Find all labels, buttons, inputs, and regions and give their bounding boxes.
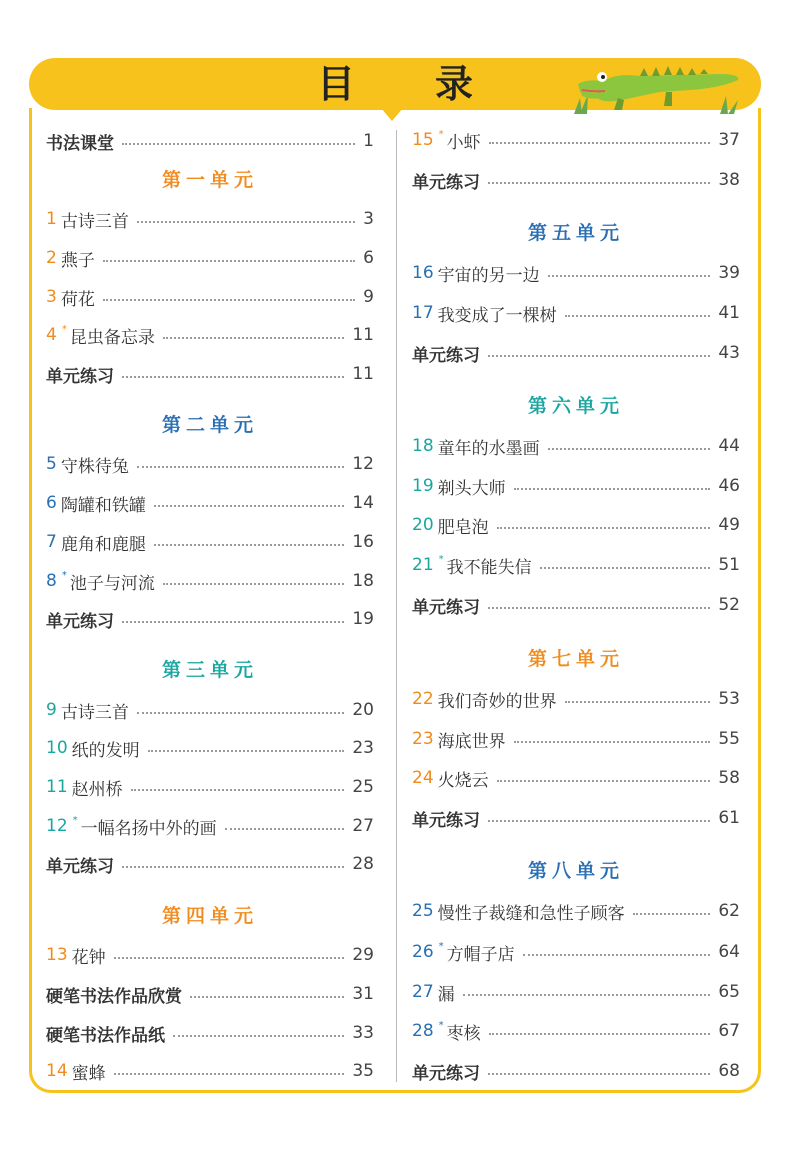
dot-leader	[131, 789, 345, 791]
entry-title: 荷花	[60, 289, 95, 310]
dot-leader	[497, 527, 711, 529]
toc-entry[interactable]	[412, 592, 740, 618]
toc-entry[interactable]	[412, 433, 740, 459]
toc-entry[interactable]	[46, 813, 374, 839]
lesson-number: 10	[46, 738, 68, 758]
dot-leader	[163, 583, 345, 585]
lesson-number: 24	[412, 768, 434, 788]
dot-leader	[565, 315, 711, 317]
entry-title: 单元练习	[412, 810, 480, 831]
entry-title: 纸的发明	[71, 740, 140, 761]
dot-leader	[190, 996, 344, 998]
lesson-number: 8	[46, 571, 57, 591]
dot-leader	[137, 712, 345, 714]
entry-title: 方帽子店	[446, 944, 515, 965]
entry-title: 单元练习	[412, 1063, 480, 1084]
toc-entry[interactable]	[46, 851, 374, 877]
page-number: 51	[718, 555, 740, 575]
page-number: 53	[718, 689, 740, 709]
entry-title: 蜜蜂	[71, 1063, 106, 1084]
dot-leader	[488, 820, 710, 822]
page-number: 62	[718, 901, 740, 921]
dot-leader	[122, 376, 344, 378]
lesson-number: 7	[46, 532, 57, 552]
entry-title: 慢性子裁缝和急性子顾客	[437, 903, 625, 924]
dot-leader	[163, 337, 345, 339]
lesson-number: 12	[46, 816, 68, 836]
dot-leader	[488, 1073, 710, 1075]
optional-lesson-star-icon: *	[438, 940, 444, 952]
page-number: 61	[718, 808, 740, 828]
lesson-number: 27	[412, 982, 434, 1002]
page-title: 目录	[316, 62, 553, 106]
page-number: 67	[718, 1021, 740, 1041]
entry-title: 昆虫备忘录	[69, 327, 155, 348]
dot-leader	[488, 182, 710, 184]
toc-entry[interactable]	[412, 127, 740, 153]
toc-entry[interactable]	[46, 942, 374, 968]
entry-title: 古诗三首	[60, 702, 129, 723]
toc-entry[interactable]	[412, 300, 740, 326]
dot-leader	[122, 621, 344, 623]
page-number: 43	[718, 343, 740, 363]
entry-title: 宇宙的另一边	[437, 265, 540, 286]
entry-title: 硬笔书法作品欣赏	[46, 986, 182, 1007]
entry-title: 枣核	[446, 1023, 481, 1044]
page-number: 31	[352, 984, 374, 1004]
page-number: 27	[352, 816, 374, 836]
dot-leader	[514, 741, 711, 743]
entry-title: 剃头大师	[437, 478, 506, 499]
dot-leader	[565, 701, 711, 703]
toc-entry[interactable]	[46, 245, 374, 271]
dot-leader	[154, 544, 345, 546]
page-number: 33	[352, 1023, 374, 1043]
dot-leader	[137, 221, 355, 223]
toc-entry[interactable]	[412, 765, 740, 791]
entry-title: 古诗三首	[60, 211, 129, 232]
page-number: 3	[363, 209, 374, 229]
page-number: 41	[718, 303, 740, 323]
lesson-number: 26	[412, 942, 434, 962]
dot-leader	[137, 466, 345, 468]
page-number: 18	[352, 571, 374, 591]
lesson-number: 13	[46, 945, 68, 965]
dot-leader	[114, 1073, 345, 1075]
lesson-number: 1	[46, 209, 57, 229]
dot-leader	[463, 994, 711, 996]
entry-title: 我们奇妙的世界	[437, 691, 557, 712]
page-number: 38	[718, 170, 740, 190]
toc-entry[interactable]	[412, 167, 740, 193]
page-number: 44	[718, 436, 740, 456]
dot-leader	[225, 828, 345, 830]
unit-heading: 第六单元	[527, 395, 624, 417]
optional-lesson-star-icon: *	[438, 1019, 444, 1031]
toc-entry[interactable]	[46, 128, 374, 154]
unit-heading: 第四单元	[161, 905, 258, 927]
toc-entry[interactable]	[412, 260, 740, 286]
dot-leader	[548, 275, 711, 277]
toc-entry[interactable]	[46, 1020, 374, 1046]
optional-lesson-star-icon: *	[61, 323, 67, 335]
lesson-number: 11	[46, 777, 68, 797]
dot-leader	[497, 780, 711, 782]
lesson-number: 28	[412, 1021, 434, 1041]
entry-title: 单元练习	[46, 611, 114, 632]
page-number: 68	[718, 1061, 740, 1081]
toc-entry[interactable]	[46, 451, 374, 477]
entry-title: 单元练习	[412, 172, 480, 193]
page-number: 12	[352, 454, 374, 474]
entry-title: 我不能失信	[446, 557, 532, 578]
unit-heading: 第八单元	[527, 860, 624, 882]
lesson-number: 6	[46, 493, 57, 513]
toc-entry[interactable]	[46, 568, 374, 594]
lesson-number: 17	[412, 303, 434, 323]
dot-leader	[154, 505, 345, 507]
lesson-number: 3	[46, 287, 57, 307]
entry-title: 童年的水墨画	[437, 438, 540, 459]
entry-title: 单元练习	[412, 345, 480, 366]
dot-leader	[540, 567, 711, 569]
entry-title: 小虾	[446, 132, 481, 153]
toc-entry[interactable]	[46, 490, 374, 516]
page-number: 64	[718, 942, 740, 962]
entry-title: 燕子	[60, 250, 95, 271]
optional-lesson-star-icon: *	[61, 569, 67, 581]
page-number: 23	[352, 738, 374, 758]
dot-leader	[548, 448, 711, 450]
lesson-number: 19	[412, 476, 434, 496]
dot-leader	[103, 299, 355, 301]
entry-title: 赵州桥	[71, 779, 123, 800]
toc-entry[interactable]	[46, 735, 374, 761]
page-number: 11	[352, 325, 374, 345]
toc-entry[interactable]	[46, 322, 374, 348]
toc-entry[interactable]	[46, 1058, 374, 1084]
entry-title: 肥皂泡	[437, 517, 489, 538]
column-divider	[396, 130, 397, 1082]
dot-leader	[122, 143, 355, 145]
toc-entry[interactable]	[412, 939, 740, 965]
page-number: 16	[352, 532, 374, 552]
entry-title: 我变成了一棵树	[437, 305, 557, 326]
entry-title: 一幅名扬中外的画	[80, 818, 217, 839]
entry-title: 守株待兔	[60, 456, 129, 477]
page-number: 39	[718, 263, 740, 283]
lesson-number: 25	[412, 901, 434, 921]
dot-leader	[122, 866, 344, 868]
toc-entry[interactable]	[412, 898, 740, 924]
page-number: 49	[718, 515, 740, 535]
dot-leader	[488, 355, 710, 357]
toc-entry[interactable]	[412, 1058, 740, 1084]
dot-leader	[633, 913, 711, 915]
page-number: 65	[718, 982, 740, 1002]
dot-leader	[489, 142, 711, 144]
lesson-number: 9	[46, 700, 57, 720]
lesson-number: 18	[412, 436, 434, 456]
dot-leader	[523, 954, 711, 956]
lesson-number: 21	[412, 555, 434, 575]
entry-title: 鹿角和鹿腿	[60, 534, 146, 555]
lesson-number: 2	[46, 248, 57, 268]
page-number: 19	[352, 609, 374, 629]
dot-leader	[488, 607, 710, 609]
dot-leader	[514, 488, 711, 490]
unit-heading: 第一单元	[161, 169, 258, 191]
entry-title: 硬笔书法作品纸	[46, 1025, 165, 1046]
toc-entry[interactable]	[46, 361, 374, 387]
lesson-number: 4	[46, 325, 57, 345]
unit-heading: 第三单元	[161, 659, 258, 681]
toc-entry[interactable]	[412, 552, 740, 578]
optional-lesson-star-icon: *	[438, 128, 444, 140]
toc-entry[interactable]	[412, 1018, 740, 1044]
unit-heading: 第五单元	[527, 222, 624, 244]
page-number: 35	[352, 1061, 374, 1081]
toc-entry[interactable]	[412, 340, 740, 366]
lesson-number: 5	[46, 454, 57, 474]
page-number: 46	[718, 476, 740, 496]
toc-entry[interactable]	[412, 979, 740, 1005]
toc-entry[interactable]	[46, 981, 374, 1007]
toc-entry[interactable]	[46, 206, 374, 232]
entry-title: 海底世界	[437, 731, 506, 752]
page-number: 28	[352, 854, 374, 874]
page-number: 52	[718, 595, 740, 615]
lesson-number: 22	[412, 689, 434, 709]
optional-lesson-star-icon: *	[72, 814, 78, 826]
page-number: 1	[363, 131, 374, 151]
page-number: 20	[352, 700, 374, 720]
toc-entry[interactable]	[412, 805, 740, 831]
toc-entry[interactable]	[412, 512, 740, 538]
entry-title: 池子与河流	[69, 573, 155, 594]
dot-leader	[489, 1033, 711, 1035]
dot-leader	[114, 957, 345, 959]
entry-title: 花钟	[71, 947, 106, 968]
entry-title: 书法课堂	[46, 133, 114, 154]
unit-heading: 第七单元	[527, 648, 624, 670]
page-number: 29	[352, 945, 374, 965]
toc-entry[interactable]	[412, 726, 740, 752]
toc-entry[interactable]	[46, 284, 374, 310]
entry-title: 火烧云	[437, 770, 489, 791]
unit-heading: 第二单元	[161, 414, 258, 436]
entry-title: 陶罐和铁罐	[60, 495, 146, 516]
lesson-number: 14	[46, 1061, 68, 1081]
toc-entry[interactable]	[412, 473, 740, 499]
entry-title: 单元练习	[412, 597, 480, 618]
dot-leader	[173, 1035, 344, 1037]
page-number: 58	[718, 768, 740, 788]
dot-leader	[103, 260, 355, 262]
toc-entry[interactable]	[46, 529, 374, 555]
lesson-number: 16	[412, 263, 434, 283]
lesson-number: 23	[412, 729, 434, 749]
toc-entry[interactable]	[46, 697, 374, 723]
page-number: 9	[363, 287, 374, 307]
page-number: 6	[363, 248, 374, 268]
dot-leader	[148, 750, 345, 752]
lesson-number: 20	[412, 515, 434, 535]
entry-title: 单元练习	[46, 856, 114, 877]
lesson-number: 15	[412, 130, 434, 150]
page-number: 14	[352, 493, 374, 513]
optional-lesson-star-icon: *	[438, 553, 444, 565]
page-number: 11	[352, 364, 374, 384]
entry-title: 单元练习	[46, 366, 114, 387]
toc-entry[interactable]	[412, 686, 740, 712]
page-number: 25	[352, 777, 374, 797]
toc-entry[interactable]	[46, 774, 374, 800]
entry-title: 漏	[437, 984, 455, 1005]
page-number: 55	[718, 729, 740, 749]
toc-entry[interactable]	[46, 606, 374, 632]
page-number: 37	[718, 130, 740, 150]
